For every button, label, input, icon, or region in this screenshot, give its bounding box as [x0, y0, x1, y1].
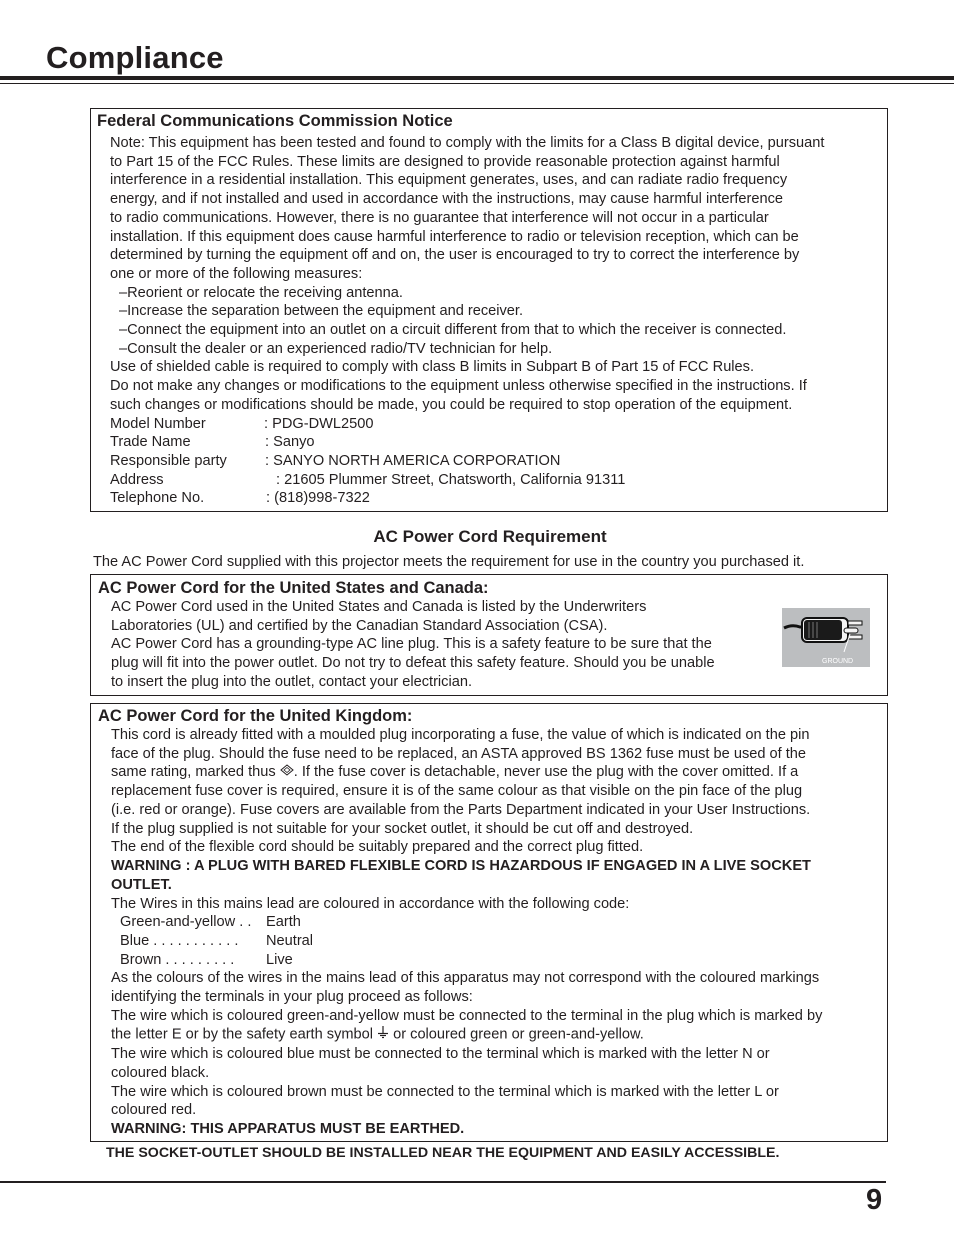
uk-body: [111, 726, 822, 1139]
text-line: to radio communications. However, there is no guarantee that interference will not occur in a particular: [110, 209, 769, 226]
text-line-asta: [111, 763, 822, 782]
text-line: Note: This equipment has been tested and found to comply with the limits for a Class B digital device, pursuant: [110, 135, 825, 151]
asta-mark-icon: [280, 763, 294, 782]
wire-meaning: Live: [266, 951, 293, 968]
text-line: AC Power Cord used in the United States and Canada is listed by the Underwriters: [111, 599, 647, 615]
detail-row-responsible-party: [110, 452, 824, 471]
text-line: face of the plug. Should the fuse need to be replaced, an ASTA approved BS 1362 fuse must be used of the: [111, 745, 807, 762]
text-line: replacement fuse cover is required, ensure it is of the same colour as that visible on the pin face of the plug: [111, 783, 803, 800]
us-canada-box: [90, 574, 888, 696]
ground-label: GROUND: [822, 658, 854, 665]
ac-power-cord-intro: The AC Power Cord supplied with this projector meets the requirement for use in the country you purchased it.: [93, 554, 805, 570]
ac-power-cord-heading: AC Power Cord Requirement: [373, 527, 607, 546]
wire-meaning: Neutral: [266, 932, 314, 949]
text-line: identifying the terminals in your plug proceed as follows:: [111, 989, 473, 1006]
measure-item: –Consult the dealer or an experienced radio/TV technician for help.: [119, 340, 553, 357]
title-rule-thin: [0, 83, 954, 84]
text-line: (i.e. red or orange). Fuse covers are available from the Parts Department indicated in your User Instructions.: [111, 802, 811, 819]
uk-title: AC Power Cord for the United Kingdom:: [98, 707, 413, 725]
text-line: coloured black.: [111, 1064, 210, 1081]
text-line: determined by turning the equipment off and on, the user is encouraged to try to correct the interference by: [110, 247, 800, 264]
detail-row-trade-name: [110, 433, 824, 452]
fcc-notice-box: [90, 108, 888, 512]
detail-value: : Sanyo: [265, 434, 315, 451]
detail-label: Telephone No.: [110, 490, 205, 507]
detail-label: Model Number: [110, 415, 206, 432]
wire-colour: Brown . . . . . . . . .: [120, 951, 235, 968]
text-line: installation. If this equipment does cause harmful interference to radio or television reception, which can be: [110, 228, 799, 245]
text-line: to insert the plug into the outlet, contact your electrician.: [111, 673, 472, 690]
measure-item: –Increase the separation between the equipment and receiver.: [119, 303, 524, 320]
wire-meaning: Earth: [266, 914, 301, 931]
text-line: The wire which is coloured green-and-yellow must be connected to the terminal in the plug which is marked by: [111, 1007, 823, 1024]
detail-value: : 21605 Plummer Street, Chatsworth, California 91311: [276, 471, 626, 488]
uk-box: [90, 703, 888, 1142]
wire-colour: Blue . . . . . . . . . . .: [120, 932, 239, 949]
text-line: plug will fit into the power outlet. Do not try to defeat this safety feature. Should you be unable: [111, 655, 715, 672]
warning-line: WARNING : A PLUG WITH BARED FLEXIBLE CORD IS HAZARDOUS IF ENGAGED IN A LIVE SOCKET: [111, 858, 811, 875]
page-number: 9: [866, 1184, 883, 1216]
wire-colour: Green-and-yellow . .: [120, 914, 252, 931]
footer-rule: [0, 1181, 886, 1183]
text-line-earth: [111, 1025, 822, 1045]
warning-line: OUTLET.: [111, 876, 172, 893]
wire-row-live: [111, 951, 822, 970]
text-line: If the plug supplied is not suitable for your socket outlet, it should be cut off and destroyed.: [111, 820, 694, 837]
text-line: coloured red.: [111, 1102, 197, 1119]
text-line: to Part 15 of the FCC Rules. These limits are designed to provide reasonable protection against harmful: [110, 153, 780, 170]
text-line: As the colours of the wires in the mains lead of this apparatus may not correspond with the coloured markings: [111, 970, 820, 987]
us-canada-title: AC Power Cord for the United States and Canada:: [98, 579, 489, 597]
detail-row-address: [110, 471, 824, 490]
warning-line-earthed: WARNING: THIS APPARATUS MUST BE EARTHED.: [111, 1120, 465, 1137]
socket-outlet-note: THE SOCKET-OUTLET SHOULD BE INSTALLED NEAR THE EQUIPMENT AND EASILY ACCESSIBLE.: [106, 1145, 780, 1161]
detail-value: : SANYO NORTH AMERICA CORPORATION: [265, 452, 561, 469]
fcc-notice-title: Federal Communications Commission Notice: [97, 112, 453, 130]
text-segment: same rating, marked thus: [111, 764, 280, 781]
text-line: Use of shielded cable is required to comply with class B limits in Subpart B of Part 15 of FCC Rules.: [110, 359, 755, 376]
detail-value: : (818)998-7322: [266, 490, 370, 507]
text-line: The end of the flexible cord should be suitably prepared and the correct plug fitted.: [111, 839, 644, 856]
wire-row-earth: [111, 913, 822, 932]
text-line: The wire which is coloured blue must be connected to the terminal which is marked with the letter N or: [111, 1046, 770, 1063]
text-line: The wire which is coloured brown must be connected to the terminal which is marked with the letter L or: [111, 1083, 779, 1100]
text-line: The Wires in this mains lead are coloured in accordance with the following code:: [111, 895, 630, 912]
text-line: interference in a residential installation. This equipment generates, uses, and can radiate radio frequency: [110, 172, 788, 189]
text-line: This cord is already fitted with a moulded plug incorporating a fuse, the value of which is indicated on the pin: [111, 727, 810, 743]
measure-item: –Reorient or relocate the receiving antenna.: [119, 284, 403, 301]
detail-label: Responsible party: [110, 452, 227, 469]
measure-item: –Connect the equipment into an outlet on a circuit different from that to which the receiver is connected.: [119, 322, 787, 339]
page-title: Compliance: [46, 40, 224, 75]
detail-label: Address: [110, 471, 164, 488]
grounding-plug-image: [782, 608, 870, 667]
us-canada-body: [111, 598, 715, 692]
text-line: one or more of the following measures:: [110, 265, 363, 282]
detail-row-model: [110, 415, 824, 434]
text-line: Laboratories (UL) and certified by the Canadian Standard Association (CSA).: [111, 617, 608, 634]
fcc-notice-body: [110, 134, 824, 508]
text-segment: or coloured green or green-and-yellow.: [389, 1027, 644, 1044]
text-line: such changes or modifications should be made, you could be required to stop operation of the equipment.: [110, 396, 793, 413]
earth-symbol-icon: [377, 1025, 389, 1045]
detail-value: : PDG-DWL2500: [264, 415, 374, 432]
detail-row-telephone: [110, 489, 824, 508]
detail-label: Trade Name: [110, 434, 191, 451]
title-rule-thick: [0, 76, 954, 80]
text-segment: . If the fuse cover is detachable, never use the plug with the cover omitted. If a: [293, 764, 799, 781]
text-segment: the letter E or by the safety earth symbol: [111, 1027, 378, 1044]
text-line: AC Power Cord has a grounding-type AC line plug. This is a safety feature to be sure that the: [111, 636, 712, 653]
text-line: Do not make any changes or modifications to the equipment unless otherwise specified in the instructions. If: [110, 378, 807, 395]
text-line: energy, and if not installed and used in accordance with the instructions, may cause harmful interference: [110, 191, 784, 208]
wire-row-neutral: [111, 932, 822, 951]
